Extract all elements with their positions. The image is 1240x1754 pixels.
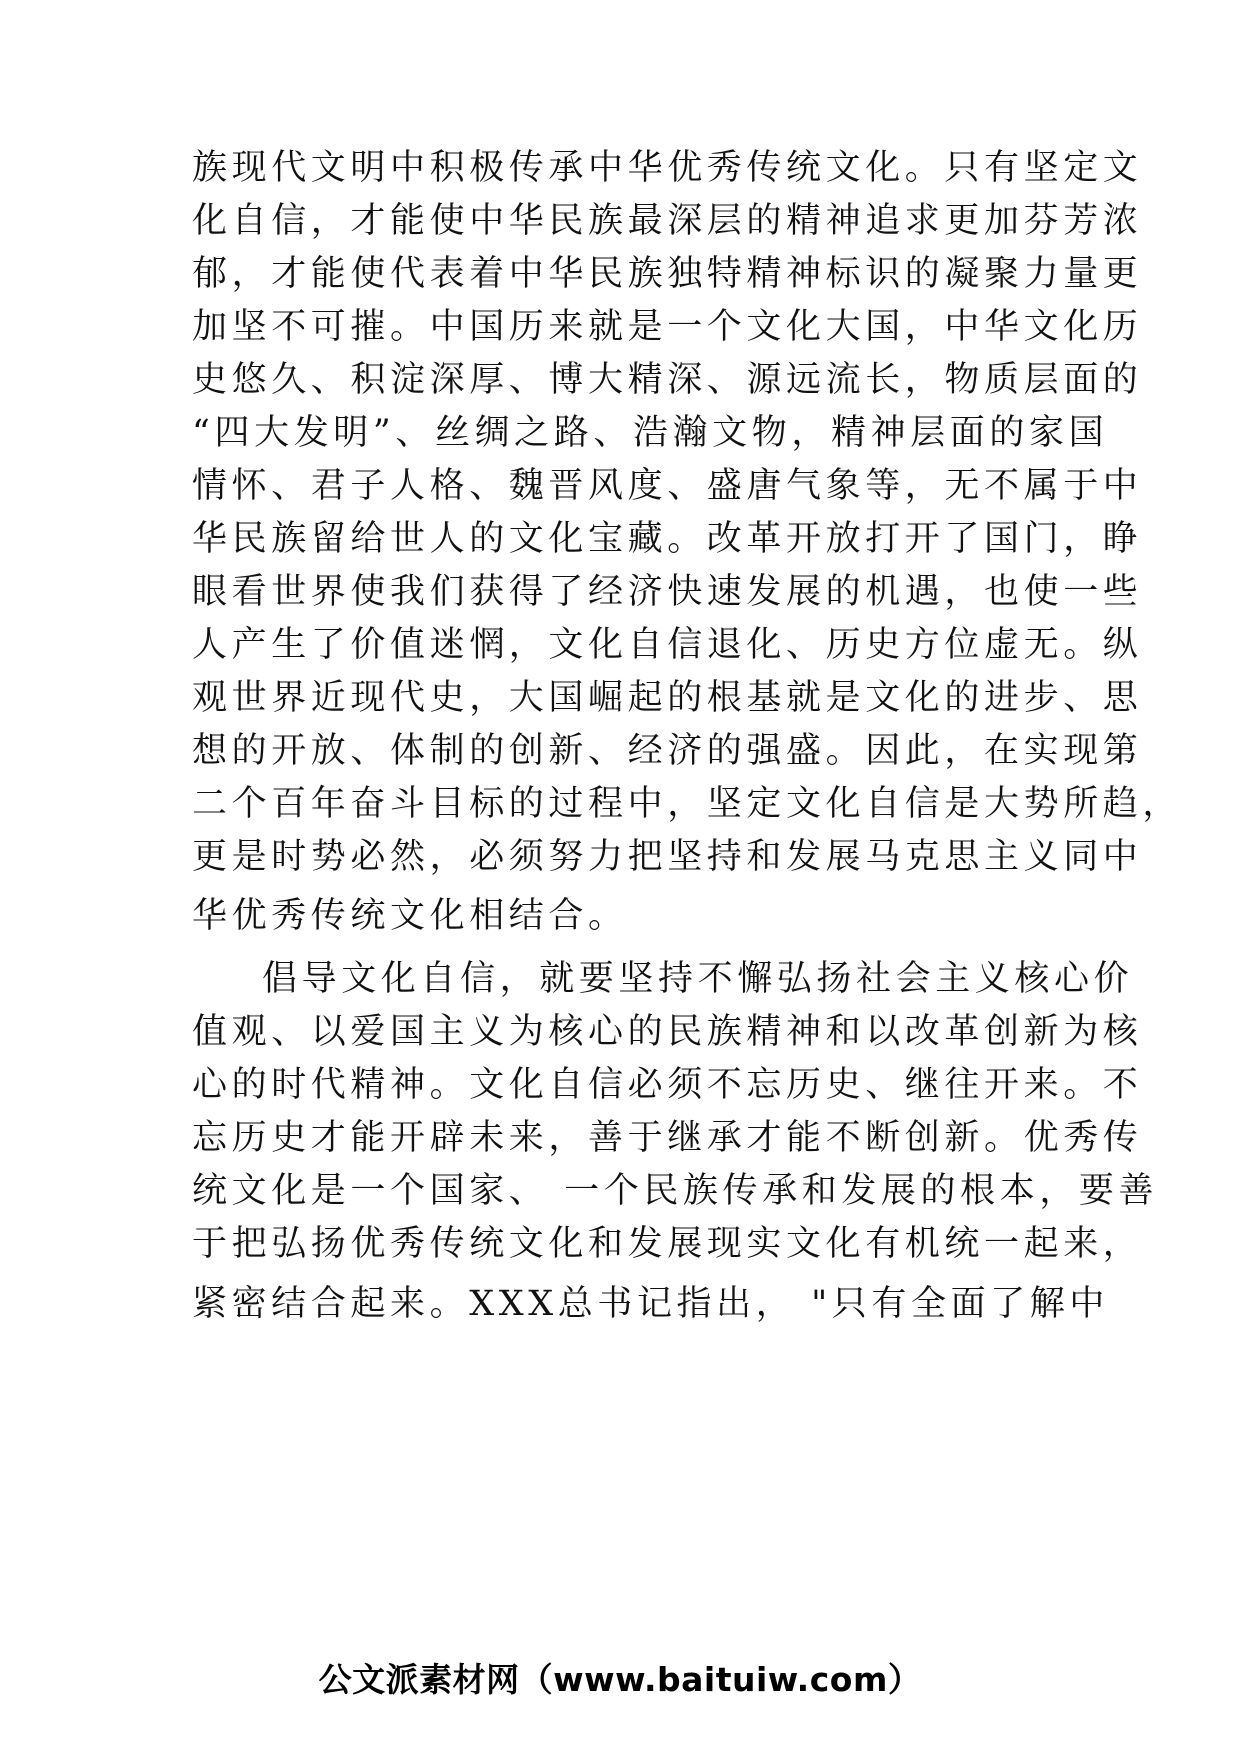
text-line: 郁，才能使代表着中华民族独特精神标识的凝聚力量更 <box>192 254 1143 294</box>
text-line: 心的时代精神。文化自信必须不忘历史、继往开来。不 <box>192 1065 1143 1105</box>
text-line: 想的开放、体制的创新、经济的强盛。因此，在实现第 <box>192 731 1143 771</box>
text-line: 值观、以爱国主义为核心的民族精神和以改革创新为核 <box>192 1012 1143 1052</box>
text-line: 人产生了价值迷惘，文化自信退化、历史方位虚无。纵 <box>192 625 1143 665</box>
text-line: 二个百年奋斗目标的过程中，坚定文化自信是大势所趋， <box>192 784 1183 824</box>
text-line: 情怀、君子人格、魏晋风度、盛唐气象等，无不属于中 <box>192 466 1143 506</box>
text-line: 化自信，才能使中华民族最深层的精神追求更加芬芳浓 <box>192 201 1143 241</box>
text-line: 眼看世界使我们获得了经济快速发展的机遇，也使一些 <box>192 572 1143 612</box>
footer-watermark: 公文派素材网（www.baituiw.com） <box>318 1660 922 1699</box>
text-line: 于把弘扬优秀传统文化和发展现实文化有机统一起来， <box>192 1224 1143 1264</box>
text-line: 观世界近现代史，大国崛起的根基就是文化的进步、思 <box>192 678 1143 718</box>
text-line: 史悠久、积淀深厚、博大精深、源远流长，物质层面的 <box>192 360 1143 400</box>
text-line: 族现代文明中积极传承中华优秀传统文化。只有坚定文 <box>192 148 1143 188</box>
text-line: 华民族留给世人的文化宝藏。改革开放打开了国门，睁 <box>192 519 1143 559</box>
paragraph-first-line: 倡导文化自信，就要坚持不懈弘扬社会主义核心价 <box>262 959 1134 999</box>
text-line: 统文化是一个国家、 一个民族传承和发展的根本，要善 <box>192 1171 1159 1211</box>
text-line: 华优秀传统文化相结合。 <box>192 896 628 936</box>
text-line: 加坚不可摧。中国历来就是一个文化大国，中华文化历 <box>192 307 1143 347</box>
text-line: 更是时势必然，必须努力把坚持和发展马克思主义同中 <box>192 837 1143 877</box>
text-line: “四大发明”、丝绸之路、浩瀚文物，精神层面的家国 <box>192 413 1109 453</box>
text-line: 忘历史才能开辟未来，善于继承才能不断创新。优秀传 <box>192 1118 1143 1158</box>
text-line: 紧密结合起来。XXX总书记指出， "只有全面了解中 <box>192 1284 1109 1324</box>
